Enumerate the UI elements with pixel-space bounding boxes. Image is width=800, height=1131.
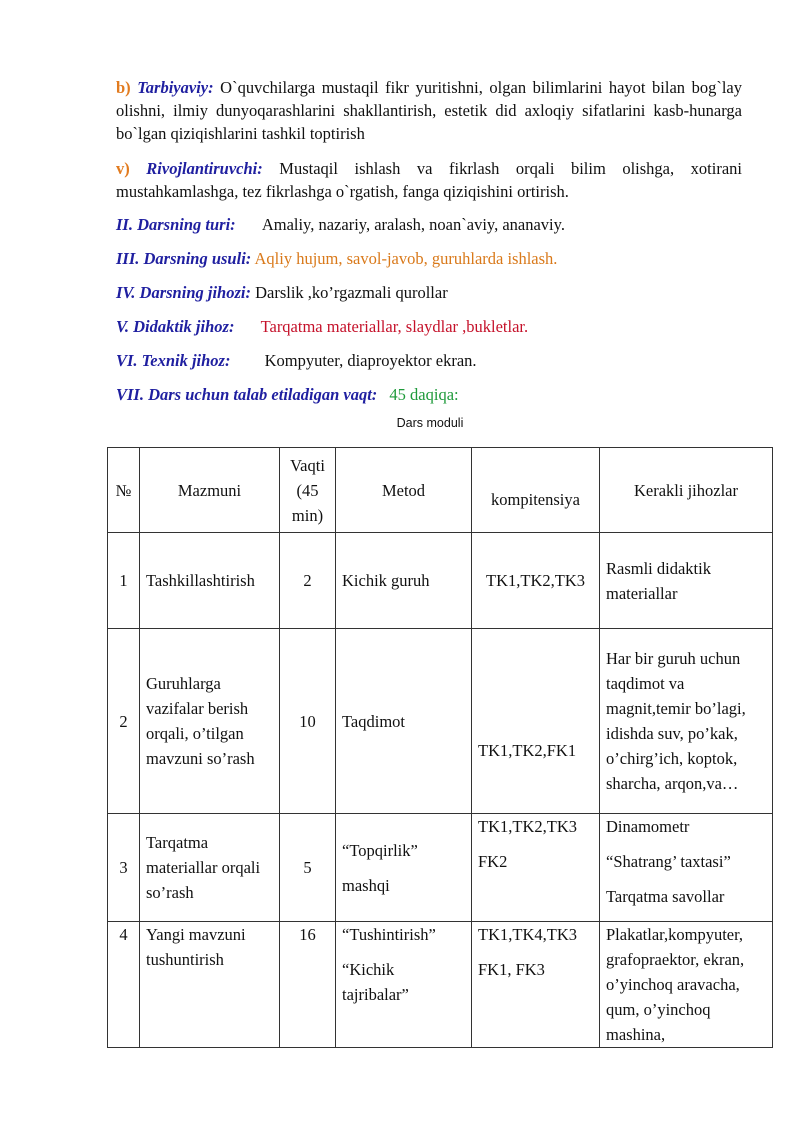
row-method: Taqdimot: [336, 629, 472, 814]
competence-line: FK1, FK3: [478, 960, 545, 979]
lesson-method-value: Aqliy hujum, savol-javob, guruhlarda ishlash.: [254, 249, 558, 268]
competence-line: FK2: [478, 852, 508, 871]
equipment-line: “Shatrang’ taxtasi”: [606, 852, 731, 871]
header-competence: kompitensiya: [472, 448, 600, 533]
row-time: 16: [280, 922, 336, 1048]
row-competence: [472, 814, 600, 922]
row-equipment: Har bir guruh uchun taqdimot va magnit,temir bo’lagi, idishda suv, po’kak, o’chirg’ich, koptok, sharcha, arqon,va…: [600, 629, 773, 814]
required-time-label: VII. Dars uchun talab etiladigan vaqt:: [116, 385, 378, 404]
row-content: Guruhlarga vazifalar berish orqali, o’tilgan mavzuni so’rash: [140, 629, 280, 814]
lesson-equipment-label: IV. Darsning jihozi:: [116, 283, 251, 302]
goal-marker: b): [116, 78, 131, 97]
row-competence: TK1,TK2,FK1: [472, 629, 600, 814]
header-time: Vaqti (45 min): [280, 448, 336, 533]
lesson-equipment: [116, 282, 448, 304]
method-line: mashqi: [342, 875, 390, 895]
goal-educational: [116, 76, 742, 145]
lesson-type: [116, 214, 565, 236]
lesson-module-table: [107, 447, 773, 1048]
equipment-line: Tarqatma savollar: [606, 887, 725, 906]
table-row: [108, 533, 773, 629]
row-number: 4: [108, 922, 140, 1048]
goal-developmental: [116, 157, 742, 203]
row-content: Yangi mavzuni tushuntirish: [140, 922, 280, 1048]
table-caption: Dars moduli: [396, 416, 464, 430]
row-number: 1: [108, 533, 140, 629]
method-line: “Kichik tajribalar”: [342, 960, 409, 1004]
goal-label: Rivojlantiruvchi:: [129, 159, 263, 178]
method-line: “Topqirlik”: [342, 840, 418, 860]
header-method: Metod: [336, 448, 472, 533]
row-number: 2: [108, 629, 140, 814]
row-equipment: Plakatlar,kompyuter, grafopraektor, ekran, o’yinchoq aravacha, qum, o’yinchoq mashina,: [600, 922, 773, 1048]
lesson-type-value: Amaliy, nazariy, aralash, noan`aviy, ananaviy.: [261, 215, 565, 234]
header-equipment: Kerakli jihozlar: [600, 448, 773, 533]
goal-text: O`quvchilarga mustaqil fikr yuritishni, olgan bilimlarini hayot bilan bog`lay olishni, ilmiy dunyoqarashlarini shakllantirish, estetik did axloqiy sifatlarini kasb-hunarga bo`lgan qiziqishlarini tashkil toptirish: [116, 78, 742, 143]
row-time: 10: [280, 629, 336, 814]
didactic-equipment: [116, 316, 528, 338]
goal-marker: v): [116, 159, 130, 178]
header-content: Mazmuni: [140, 448, 280, 533]
competence-line: TK1,TK4,TK3: [478, 925, 577, 944]
row-number: 3: [108, 814, 140, 922]
method-line: “Tushintirish”: [342, 925, 436, 944]
required-time-value: 45 daqiqa:: [389, 385, 459, 404]
competence-line: TK1,TK2,TK3: [478, 817, 577, 836]
row-competence: TK1,TK2,TK3: [472, 533, 600, 629]
equipment-line: Dinamometr: [606, 817, 690, 836]
table-row: [108, 814, 773, 922]
required-time: [116, 384, 459, 406]
row-time: 2: [280, 533, 336, 629]
row-equipment: [600, 814, 773, 922]
row-time: 5: [280, 814, 336, 922]
row-method: Kichik guruh: [336, 533, 472, 629]
lesson-method: [116, 248, 557, 270]
didactic-equipment-label: V. Didaktik jihoz:: [116, 317, 235, 336]
header-number: №: [108, 448, 140, 533]
lesson-method-label: III. Darsning usuli:: [116, 249, 252, 268]
table-row: [108, 629, 773, 814]
didactic-equipment-value: Tarqatma materiallar, slaydlar ,bukletlar.: [260, 317, 529, 336]
goal-label: Tarbiyaviy:: [137, 78, 214, 97]
lesson-equipment-value: Darslik ,ko’rgazmali qurollar: [255, 283, 448, 302]
row-method: [336, 922, 472, 1048]
technical-equipment-value: Kompyuter, diaproyektor ekran.: [264, 351, 477, 370]
row-competence: [472, 922, 600, 1048]
goal-text: Mustaqil ishlash va fikrlash orqali bilim olishga, xotirani mustahkamlashga, tez fikrlashga o`rgatish, fanga qiziqishini ortirish.: [116, 159, 742, 201]
technical-equipment-label: VI. Texnik jihoz:: [116, 351, 231, 370]
table-row: [108, 922, 773, 1048]
row-content: Tashkillashtirish: [140, 533, 280, 629]
row-equipment: Rasmli didaktik materiallar: [600, 533, 773, 629]
row-method: [336, 814, 472, 922]
row-content: Tarqatma materiallar orqali so’rash: [140, 814, 280, 922]
technical-equipment: [116, 350, 477, 372]
table-header-row: [108, 448, 773, 533]
lesson-type-label: II. Darsning turi:: [116, 215, 236, 234]
